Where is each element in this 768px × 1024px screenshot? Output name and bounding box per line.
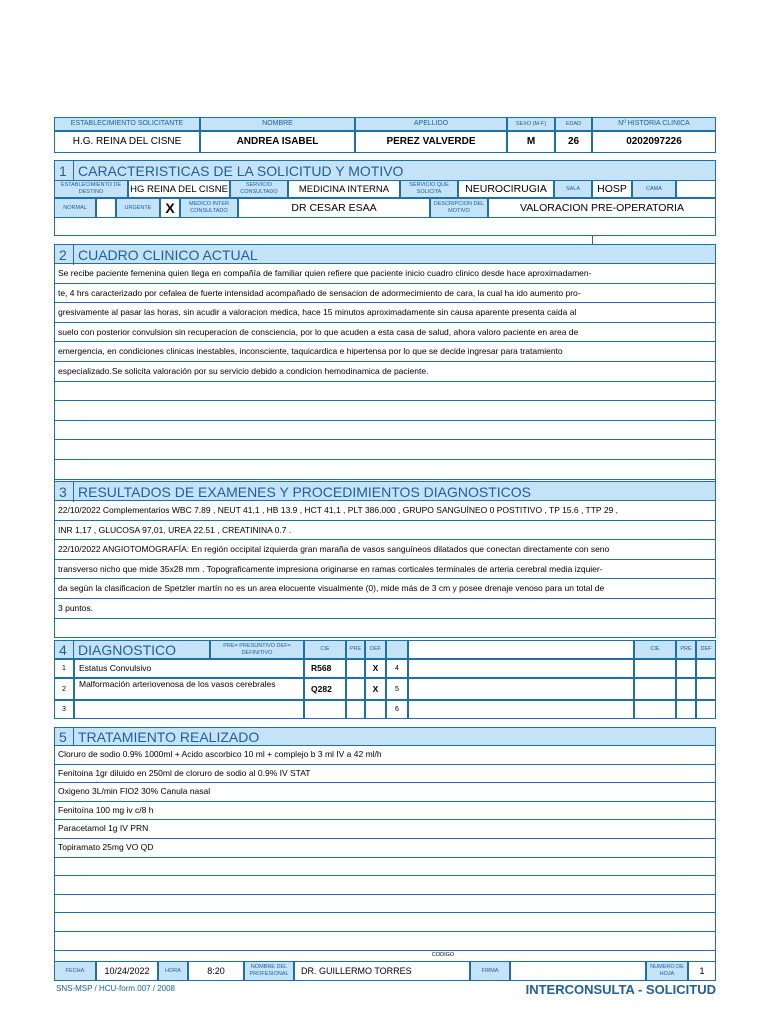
- section2-header: [54, 244, 716, 264]
- label-cie-right: CIE: [634, 640, 676, 659]
- label-fecha: FECHA: [54, 961, 96, 981]
- label-firma: FIRMA: [470, 961, 510, 981]
- label-pre-left: PRE: [346, 640, 365, 659]
- diag-def-right[interactable]: [696, 659, 716, 678]
- s5-line: [54, 858, 716, 877]
- s5-line: [54, 876, 716, 895]
- label-servicio-solicita: SERVICIO QUE SOLICITA: [400, 180, 458, 198]
- diag-cie-right: [634, 678, 676, 700]
- s5-line: Topiramato 25mg VO QD: [54, 839, 716, 858]
- diag-text-right: [408, 700, 634, 719]
- label-pre-right: PRE: [676, 640, 696, 659]
- diag-row-number: 5: [386, 678, 408, 700]
- section4-title: DIAGNOSTICO: [78, 642, 177, 658]
- label-blank: [386, 640, 408, 659]
- divider: [592, 236, 593, 244]
- diag-def[interactable]: [365, 700, 386, 719]
- fecha-value: 10/24/2022: [96, 961, 158, 981]
- diag-def-right[interactable]: [696, 678, 716, 700]
- label-hora: HORA: [158, 961, 188, 981]
- section2-number: 2: [59, 245, 74, 265]
- apellido-value: PEREZ VALVERDE: [355, 131, 507, 153]
- establecimiento-value: H.G. REINA DEL CISNE: [54, 131, 200, 153]
- label-urgente: URGENTE: [116, 198, 160, 218]
- section1-header: [54, 160, 716, 181]
- cama-value: [676, 180, 716, 198]
- profesional-value: DR. GUILLERMO TORRES: [294, 961, 470, 981]
- diag-cie-right: [634, 659, 676, 678]
- section3-header: [54, 481, 716, 501]
- normal-checkbox[interactable]: [96, 198, 116, 218]
- section1-blank-row: [54, 218, 716, 236]
- historia-value: 0202097226: [592, 131, 716, 153]
- section3-lines: [54, 501, 716, 638]
- diag-text-right: [408, 678, 634, 700]
- label-descripcion: DESCRIPCION DEL MOTIVO: [430, 198, 488, 218]
- urgente-checkbox[interactable]: X: [160, 198, 180, 218]
- label-destino: ESTABLECIMIENTO DE DESTINO: [54, 180, 128, 198]
- sexo-value: M: [507, 131, 555, 153]
- s3-line: da según la clasificacion de Spetzler martín no es un area elocuente visualmente (0), mide más de 3 cm y posee drenaje venoso para un total de: [54, 579, 716, 599]
- s2-line: [54, 382, 716, 402]
- s2-line: [54, 421, 716, 441]
- section5-number: 5: [59, 728, 74, 746]
- s2-line: Se recibe paciente femenina quien llega en compañía de familiar quien refiere que paciente inicio cuadro clinico desde hace aproximadamen-: [54, 264, 716, 284]
- section2-title: CUADRO CLINICO ACTUAL: [78, 247, 258, 263]
- descripcion-value: VALORACION PRE-OPERATORIA: [488, 198, 716, 218]
- diag-pre[interactable]: [346, 678, 365, 700]
- diag-pre[interactable]: [346, 700, 365, 719]
- edad-value: 26: [555, 131, 592, 153]
- diag-row-number: 6: [386, 700, 408, 719]
- form-title: INTERCONSULTA - SOLICITUD: [525, 982, 716, 997]
- section2-lines: [54, 264, 716, 499]
- form-code: SNS-MSP / HCU-form.007 / 2008: [56, 984, 176, 993]
- medico-value: DR CESAR ESAA: [238, 198, 430, 218]
- s2-line: [54, 460, 716, 480]
- diag-pre-right[interactable]: [676, 678, 696, 700]
- sala-value: HOSP: [592, 180, 632, 198]
- diag-text: Malformación arteriovenosa de los vasos cerebrales: [74, 678, 304, 700]
- label-edad: EDAD: [555, 117, 592, 131]
- s3-line: 3 puntos.: [54, 599, 716, 619]
- s3-line: [54, 619, 716, 639]
- s5-line: Fenitoina 1gr diluido en 250ml de cloruro de sodio al 0.9% IV STAT: [54, 765, 716, 784]
- diag-row-number: 3: [54, 700, 74, 719]
- header-blank: [408, 640, 634, 659]
- hora-value: 8:20: [188, 961, 244, 981]
- diag-def[interactable]: X: [365, 659, 386, 678]
- label-def-left: DEF: [365, 640, 386, 659]
- s5-line: Cloruro de sodio 0.9% 1000ml + Acido ascorbico 10 ml + complejo b 3 ml IV a 42 ml/h: [54, 746, 716, 765]
- diag-text: [74, 700, 304, 719]
- servicio-solicita-value: NEUROCIRUGIA: [458, 180, 554, 198]
- section5-header: [54, 727, 716, 746]
- diag-def-right[interactable]: [696, 700, 716, 719]
- s2-line: suelo con posterior convulsion sin recuperacion de consciencia, por lo que acuden a esta casa de salud, ahora valoro paciente en area de: [54, 323, 716, 343]
- s2-line: [54, 401, 716, 421]
- label-cama: CAMA: [632, 180, 676, 198]
- diag-row-number: 4: [386, 659, 408, 678]
- diag-cie: [304, 700, 346, 719]
- diag-row-number: 1: [54, 659, 74, 678]
- label-establecimiento: ESTABLECIMIENTO SOLICITANTE: [54, 117, 200, 131]
- s5-line: [54, 932, 716, 951]
- s3-line: transverso nicho que mide 35x28 mm . Topograficamente impresiona originarse en ramas corticales terminales de arteria cerebral media izquier-: [54, 560, 716, 580]
- section4-number: 4: [59, 641, 74, 659]
- s5-line: Paracetamol 1g IV PRN: [54, 820, 716, 839]
- s2-line: [54, 440, 716, 460]
- label-servicio-consultado: SERVICIO CONSULTADO: [230, 180, 288, 198]
- s2-line: emergencia, en condiciones clinicas inestables, inconsciente, taquicardica e hipertensa por lo que se decide ingresar para tratamiento: [54, 342, 716, 362]
- diag-cie-right: [634, 700, 676, 719]
- section1-number: 1: [59, 161, 74, 181]
- label-profesional: NOMBRE DEL PROFESIONAL: [244, 961, 294, 981]
- s5-line: [54, 913, 716, 932]
- nombre-value: ANDREA ISABEL: [200, 131, 355, 153]
- s2-line: especializado.Se solicita valoración por su servicio debido a condicion hemodinamica de paciente.: [54, 362, 716, 382]
- label-numero-hoja: NUMERO DE HOJA: [646, 961, 688, 981]
- section4-header: [54, 640, 210, 659]
- label-normal: NORMAL: [54, 198, 96, 218]
- diag-pre[interactable]: [346, 659, 365, 678]
- section1-title: CARACTERISTICAS DE LA SOLICITUD Y MOTIVO: [78, 163, 404, 179]
- s2-line: te, 4 hrs caracterizado por cefalea de fuerte intensidad acompañado de sensacion de adormecimiento de cara, la cual ha ido aumento pro-: [54, 284, 716, 304]
- label-pre-def: PRE= PRESUNTIVO DEF= DEFINITIVO: [210, 640, 304, 659]
- numero-hoja-value: 1: [688, 961, 716, 981]
- firma-value[interactable]: [510, 961, 646, 981]
- s5-line: Fenitoína 100 mg iv c/8 h: [54, 802, 716, 821]
- diag-cie: R568: [304, 659, 346, 678]
- diag-cie: Q282: [304, 678, 346, 700]
- diagnostico-table: [54, 659, 716, 719]
- s5-line: [54, 895, 716, 914]
- s3-line: INR 1,17 , GLUCOSA 97,01, UREA 22.51 , CREATININA 0.7 .: [54, 521, 716, 541]
- s3-line: 22/10/2022 ANGIOTOMOGRAFÍA: En región occipital izquierda gran maraña de vasos sanguíneos dilatados que conectan directamente con seno: [54, 540, 716, 560]
- label-medico: MEDICO INTER CONSULTADO: [180, 198, 238, 218]
- section3-title: RESULTADOS DE EXAMENES Y PROCEDIMIENTOS DIAGNOSTICOS: [78, 484, 532, 500]
- diag-def[interactable]: X: [365, 678, 386, 700]
- diag-text-right: [408, 659, 634, 678]
- diag-row-number: 2: [54, 678, 74, 700]
- diag-text: Estatus Convulsivo: [74, 659, 304, 678]
- label-nombre: NOMBRE: [200, 117, 355, 131]
- s3-line: 22/10/2022 Complementarios WBC 7.89 , NEUT 41,1 , HB 13.9 , HCT 41,1 , PLT 386.000 , GRUPO SANGUÍNEO 0 POSTITIVO , TP 15.6 , TTP 29 ,: [54, 501, 716, 521]
- section3-number: 3: [59, 482, 74, 502]
- codigo-label: CODIGO: [431, 952, 455, 958]
- label-cie-left: CIE: [304, 640, 346, 659]
- diag-pre-right[interactable]: [676, 700, 696, 719]
- destino-value: HG REINA DEL CISNE: [128, 180, 230, 198]
- label-apellido: APELLIDO: [355, 117, 507, 131]
- section5-title: TRATAMIENTO REALIZADO: [78, 729, 260, 745]
- s5-line: Oxigeno 3L/min FIO2 30% Canula nasal: [54, 783, 716, 802]
- label-sala: SALA: [554, 180, 592, 198]
- label-historia: Nº HISTORIA CLINICA: [592, 117, 716, 131]
- s2-line: gresivamente al pasar las horas, sin acudir a valoracion medica, hace 15 minutos aproximadamente sin causa aparente presenta caida al: [54, 303, 716, 323]
- servicio-consultado-value: MEDICINA INTERNA: [288, 180, 400, 198]
- diag-pre-right[interactable]: [676, 659, 696, 678]
- label-sexo: SEXO (M-F): [507, 117, 555, 131]
- section5-lines: [54, 746, 716, 969]
- label-def-right: DEF: [696, 640, 716, 659]
